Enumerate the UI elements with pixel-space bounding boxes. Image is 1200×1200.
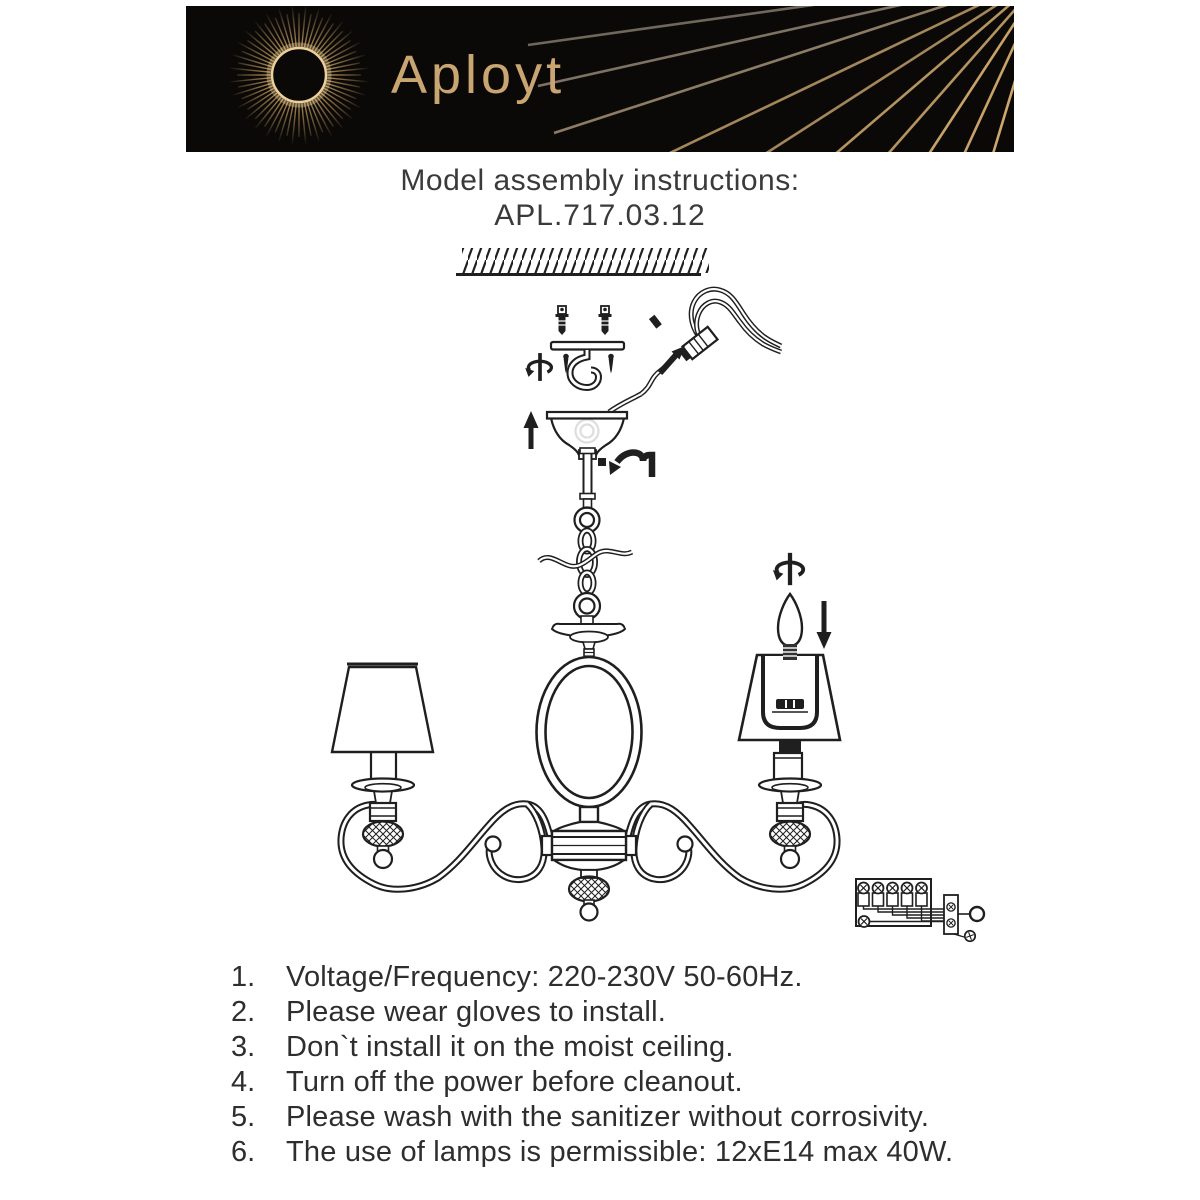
- list-item: [231, 960, 1091, 995]
- chandelier-hub: [542, 807, 636, 921]
- item-text: Turn off the power before cleanout.: [286, 1066, 743, 1098]
- screw-icon: [608, 354, 614, 374]
- lampshade: [332, 664, 433, 752]
- left-candle: [332, 664, 433, 868]
- wire-connector: [641, 289, 781, 394]
- lampshade-cutaway: [739, 655, 840, 740]
- brand-name: Aployt: [391, 45, 566, 105]
- item-number: 5.: [231, 1101, 256, 1133]
- hanging-chain: [574, 448, 600, 619]
- item-number: 2.: [231, 996, 256, 1028]
- item-text: The use of lamps is permissible: 12xE14 max 40W.: [286, 1136, 954, 1168]
- oval-frame: [537, 657, 642, 807]
- instruction-list: [231, 960, 1091, 1170]
- item-number: 3.: [231, 1031, 256, 1063]
- list-item: [231, 1100, 1091, 1135]
- item-number: 6.: [231, 1136, 256, 1168]
- item-text: Please wear gloves to install.: [286, 996, 666, 1028]
- item-number: 4.: [231, 1066, 256, 1098]
- list-item: [231, 1030, 1091, 1065]
- item-text: Don`t install it on the moist ceiling.: [286, 1031, 734, 1063]
- scroll-arm: [626, 804, 837, 889]
- item-text: Please wash with the sanitizer without corrosivity.: [286, 1101, 930, 1133]
- arrow-down-icon: [817, 601, 832, 649]
- candle-bulb-icon: [778, 594, 802, 660]
- chain-plate: [552, 616, 625, 659]
- mounting-bracket: [551, 342, 624, 350]
- terminal-block: [856, 879, 984, 943]
- ceiling-hatch: [456, 248, 709, 275]
- item-number: 1.: [231, 961, 256, 993]
- wall-anchor-icon: [556, 306, 569, 335]
- list-item: [231, 1065, 1091, 1100]
- right-candle: [739, 553, 840, 868]
- arrow-up-icon: [524, 411, 539, 449]
- list-item: [231, 995, 1091, 1030]
- page-title: Model assembly instructions:: [400, 164, 800, 197]
- wall-anchor-icon: [599, 306, 612, 335]
- rotate-icon: [525, 353, 551, 381]
- list-item: [231, 1135, 1091, 1170]
- model-number: APL.717.03.12: [494, 199, 706, 232]
- hang-on-hook-icon: [598, 452, 652, 477]
- rotate-icon: [773, 553, 803, 585]
- item-text: Voltage/Frequency: 220-230V 50-60Hz.: [286, 961, 803, 993]
